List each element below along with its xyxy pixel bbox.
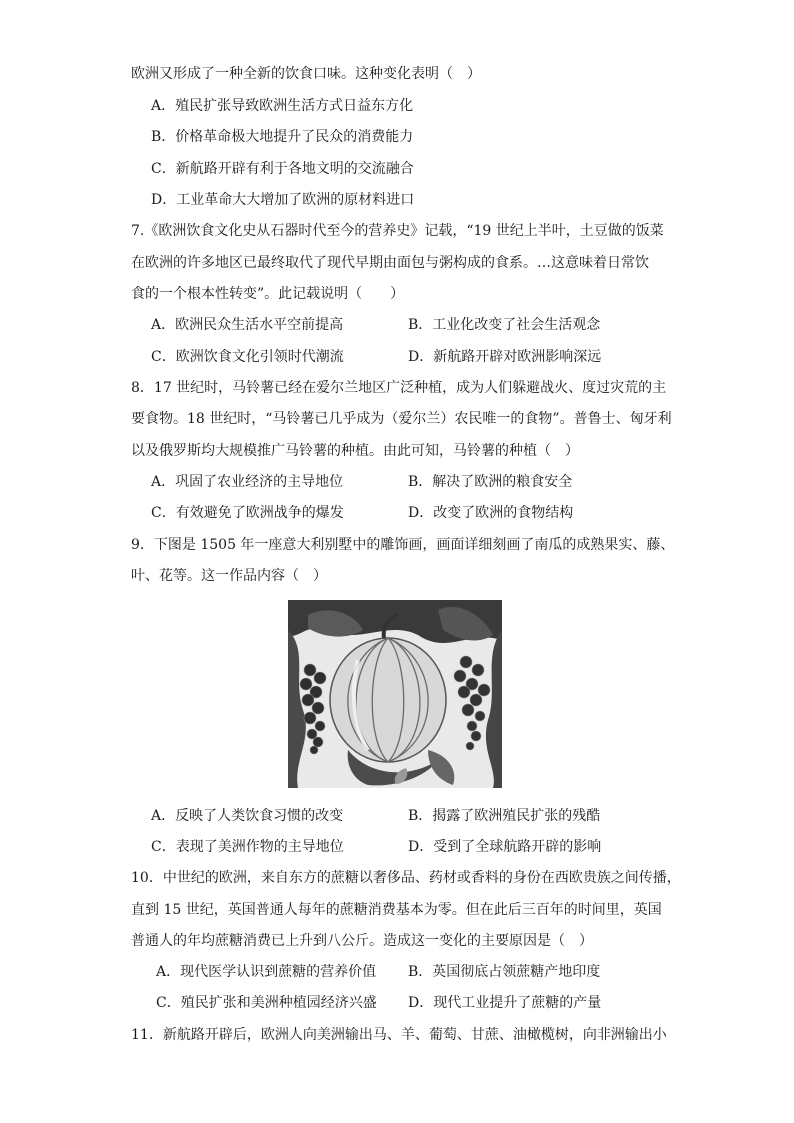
q7-option-a[interactable]: A．欧洲民众生活水平空前提高 (151, 317, 344, 333)
q8-option-b[interactable]: B．解决了欧洲的粮食安全 (408, 474, 573, 490)
q8-option-a[interactable]: A．巩固了农业经济的主导地位 (151, 474, 344, 490)
q11-stem-line-1: 11．新航路开辟后，欧洲人向美洲输出马、羊、葡萄、甘蔗、油橄榄树，向非洲输出小 (131, 1027, 667, 1043)
q6-option-d[interactable]: D．工业革命大大增加了欧洲的原材料进口 (151, 192, 415, 208)
q7-option-c[interactable]: C．欧洲饮食文化引领时代潮流 (151, 349, 344, 365)
q9-option-c[interactable]: C．表现了美洲作物的主导地位 (151, 839, 344, 855)
q10-option-c[interactable]: C．殖民扩张和美洲种植园经济兴盛 (156, 995, 377, 1011)
q6-option-c[interactable]: C．新航路开辟有利于各地文明的交流融合 (151, 161, 414, 177)
q8-stem-line-2: 要食物。18 世纪时，“马铃薯已几乎成为（爱尔兰）农民唯一的食物”。普鲁士、匈牙利 (131, 411, 672, 427)
q7-stem-line-3: 食的一个根本性转变”。此记载说明（ ） (131, 286, 405, 302)
q10-option-a[interactable]: A．现代医学认识到蔗糖的营养价值 (156, 964, 377, 980)
q7-stem-line-1: 7.《欧洲饮食文化史从石器时代至今的营养史》记载，“19 世纪上半叶，土豆做的饭菜 (131, 223, 664, 239)
q10-option-b[interactable]: B．英国彻底占领蔗糖产地印度 (408, 964, 601, 980)
q9-stem-line-2: 叶、花等。这一作品内容（ ） (131, 568, 327, 584)
q10-option-d[interactable]: D．现代工业提升了蔗糖的产量 (408, 995, 602, 1011)
q7-stem-line-2: 在欧洲的许多地区已最终取代了现代早期由面包与粥构成的食系。…这意味着日常饮 (131, 255, 649, 271)
q6-option-a[interactable]: A．殖民扩张导致欧洲生活方式日益东方化 (151, 98, 414, 114)
q7-option-b[interactable]: B．工业化改变了社会生活观念 (408, 317, 601, 333)
q9-stem-line-1: 9．下图是 1505 年一座意大利别墅中的雕饰画，画面详细刻画了南瓜的成熟果实、藤、 (131, 537, 675, 553)
q9-option-d[interactable]: D．受到了全球航路开辟的影响 (408, 839, 602, 855)
q7-option-d[interactable]: D．新航路开辟对欧洲影响深远 (408, 349, 602, 365)
q9-option-a[interactable]: A．反映了人类饮食习惯的改变 (151, 808, 344, 824)
pumpkin-relief-image (288, 600, 502, 788)
q8-option-c[interactable]: C．有效避免了欧洲战争的爆发 (151, 505, 344, 521)
q8-stem-line-1: 8．17 世纪时，马铃薯已经在爱尔兰地区广泛种植，成为人们躲避战火、度过灾荒的主 (131, 380, 667, 396)
q10-stem-line-3: 普通人的年均蔗糖消费已上升到八公斤。造成这一变化的主要原因是（ ） (131, 933, 593, 949)
q8-option-d[interactable]: D．改变了欧洲的食物结构 (408, 505, 574, 521)
q9-option-b[interactable]: B．揭露了欧洲殖民扩张的残酷 (408, 808, 601, 824)
q8-stem-line-3: 以及俄罗斯均大规模推广马铃薯的种植。由此可知，马铃薯的种植（ ） (131, 443, 579, 459)
q6-stem-tail: 欧洲又形成了一种全新的饮食口味。这种变化表明（ ） (131, 66, 481, 82)
q10-stem-line-2: 直到 15 世纪，英国普通人每年的蔗糖消费基本为零。但在此后三百年的时间里，英国 (131, 902, 662, 918)
q10-stem-line-1: 10．中世纪的欧洲，来自东方的蔗糖以奢侈品、药材或香料的身份在西欧贵族之间传播， (131, 870, 681, 886)
q6-option-b[interactable]: B．价格革命极大地提升了民众的消费能力 (151, 129, 414, 145)
